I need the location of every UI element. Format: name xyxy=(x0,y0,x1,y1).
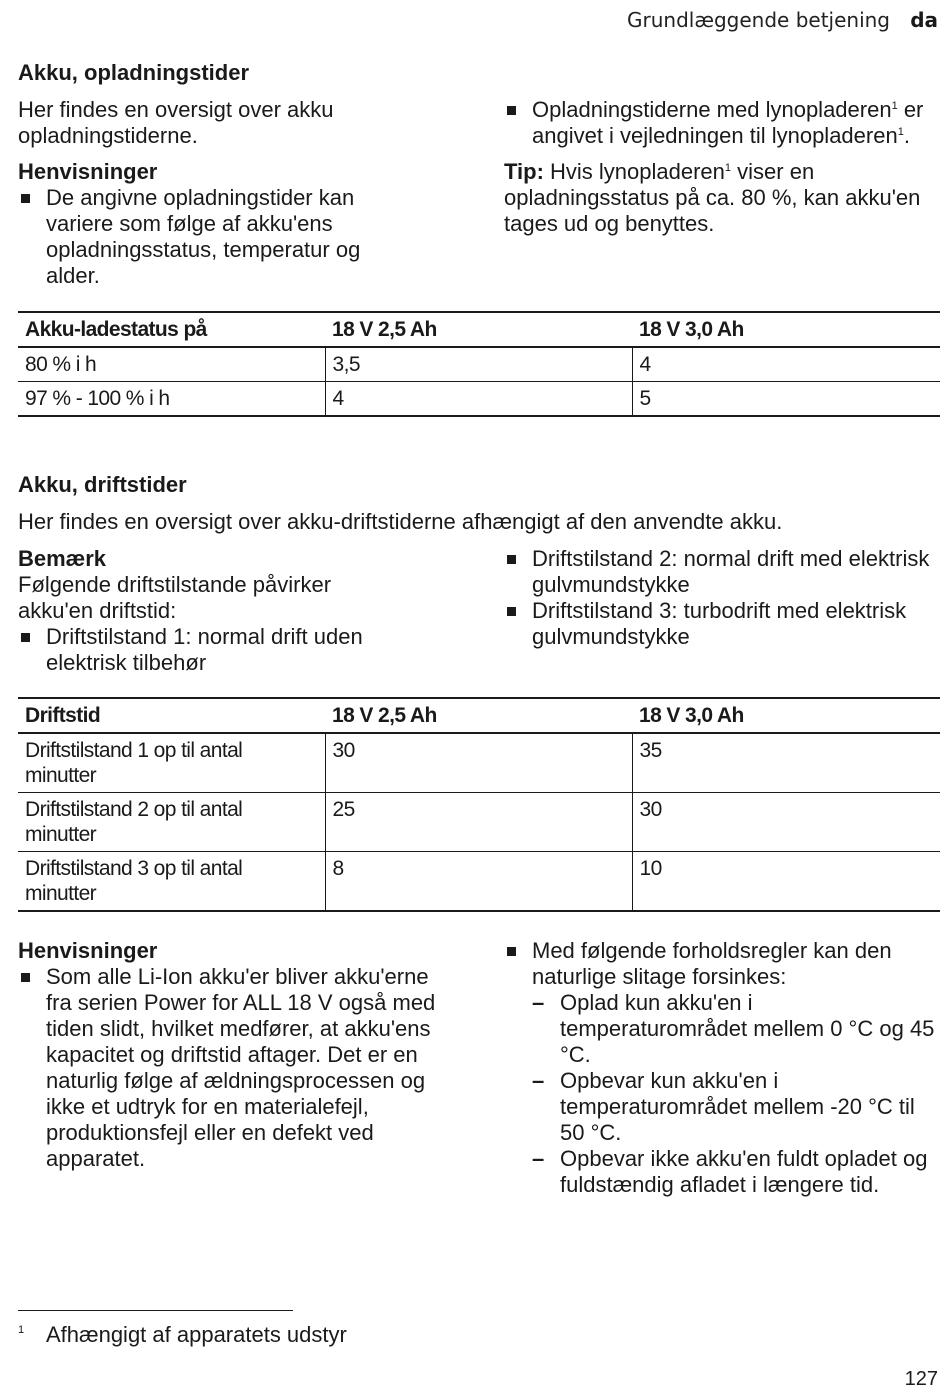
language-code: da xyxy=(910,8,938,32)
table-header-row xyxy=(18,698,940,733)
table-row xyxy=(18,793,940,852)
table-cell: Driftstilstand 2 op til antal minutter xyxy=(18,793,325,852)
table-cell: 4 xyxy=(632,347,940,382)
list-item: Opladningstiderne med lynopladeren$^1$ er angivet i vejledningen til lynopladeren$^1$. xyxy=(504,97,924,149)
section-title-charging: Akku, opladningstider xyxy=(18,60,250,85)
list-item: Som alle Li-Ion akku'er bliver akku'erne fra serien Power for ALL 18 V også med tiden slidt, hvilket medfører, at akku'ens kapacitet og driftstid aftager. Det er en naturlig følge af ældningsprocessen og ikke et udtryk for en materialefejl, produktionsfejl eller en defekt ved apparatet. xyxy=(18,964,448,1172)
wear-left-column xyxy=(18,938,458,1172)
charging-times-table xyxy=(18,311,940,417)
list-item: Driftstilstand 1: normal drift uden elektrisk tilbehør xyxy=(18,624,438,676)
list-item: Med følgende forholdsregler kan den naturlige slitage forsinkes: – Oplad kun akku'en i temperaturområdet mellem 0 °C og 45 °C. – Opbevar kun akku'en i temperaturområdet mellem -20 °C til 50 °C. – Opbevar ikke akku'en fuldt opladet og fuldstændig afladet i længere tid. xyxy=(504,938,939,1198)
table-header-cell: Driftstid xyxy=(18,698,325,733)
table-cell: 10 xyxy=(632,852,940,912)
remark-title: Bemærk xyxy=(18,546,107,571)
charging-intro: Her findes en oversigt over akku opladningstiderne. xyxy=(18,97,334,148)
footnote-ref: 1 xyxy=(897,126,904,138)
runtime-right-list xyxy=(504,546,939,650)
table-header-cell: 18 V 3,0 Ah xyxy=(632,698,940,733)
table-cell: 8 xyxy=(325,852,632,912)
list-item: Driftstilstand 2: normal drift med elektrisk gulvmundstykke xyxy=(504,546,939,598)
table-cell: 30 xyxy=(325,733,632,793)
table-header-cell: Akku-ladestatus på xyxy=(18,312,325,347)
precautions-list xyxy=(532,990,939,1198)
footnote-mark: 1 xyxy=(18,1324,25,1336)
table-row xyxy=(18,733,940,793)
table-cell: 97 % - 100 % i h xyxy=(18,382,325,417)
tip-label: Tip: xyxy=(504,159,544,184)
table-cell: Driftstilstand 3 op til antal minutter xyxy=(18,852,325,912)
charging-left-column xyxy=(18,97,458,289)
runtime-left-list xyxy=(18,624,438,676)
footnote-ref: 1 xyxy=(891,100,898,112)
charging-notes-title: Henvisninger xyxy=(18,159,158,184)
table-cell: 25 xyxy=(325,793,632,852)
table-cell: 30 xyxy=(632,793,940,852)
list-item: Driftstilstand 3: turbodrift med elektrisk gulvmundstykke xyxy=(504,598,939,650)
table-row xyxy=(18,852,940,912)
section-title-runtime: Akku, driftstider xyxy=(18,472,187,497)
footnote-divider xyxy=(18,1310,293,1311)
table-header-cell: 18 V 2,5 Ah xyxy=(325,698,632,733)
charging-notes-list xyxy=(18,185,418,289)
table-cell: 3,5 xyxy=(325,347,632,382)
list-item: – Opbevar kun akku'en i temperaturområdet mellem -20 °C til 50 °C. xyxy=(532,1068,939,1146)
charging-right-column xyxy=(504,97,944,237)
table-row xyxy=(18,347,940,382)
table-header-cell: 18 V 2,5 Ah xyxy=(325,312,632,347)
runtime-intro: Her findes en oversigt over akku-driftstiderne afhængigt af den anvendte akku. xyxy=(18,509,783,534)
running-header: Grundlæggende betjening xyxy=(627,8,890,32)
table-cell: 80 % i h xyxy=(18,347,325,382)
table-cell: Driftstilstand 1 op til antal minutter xyxy=(18,733,325,793)
wear-left-list xyxy=(18,964,448,1172)
page-number: 127 xyxy=(904,1368,938,1390)
wear-right-list xyxy=(504,938,939,1198)
wear-notes-title: Henvisninger xyxy=(18,938,158,963)
table-header-cell: 18 V 3,0 Ah xyxy=(632,312,940,347)
table-cell: 5 xyxy=(632,382,940,417)
wear-right-column xyxy=(504,938,944,1198)
table-cell: 35 xyxy=(632,733,940,793)
footnote-ref: 1 xyxy=(724,162,732,174)
charging-right-list xyxy=(504,97,924,149)
list-item: – Opbevar ikke akku'en fuldt opladet og fuldstændig afladet i længere tid. xyxy=(532,1146,939,1198)
runtime-right-column xyxy=(504,546,944,650)
charging-tip: Tip: Hvis lynopladeren$^1$ viser en opladningsstatus på ca. 80 %, kan akku'en tages ud og benyttes. xyxy=(504,159,921,236)
table-cell: 4 xyxy=(325,382,632,417)
footnote-text: Afhængigt af apparatets udstyr xyxy=(46,1322,347,1347)
table-header-row xyxy=(18,312,940,347)
list-item: – Oplad kun akku'en i temperaturområdet mellem 0 °C og 45 °C. xyxy=(532,990,939,1068)
runtime-table xyxy=(18,697,940,912)
table-row xyxy=(18,382,940,417)
runtime-left-column xyxy=(18,546,458,676)
remark-text: Følgende driftstilstande påvirker akku'en driftstid: xyxy=(18,572,332,623)
list-item: De angivne opladningstider kan variere som følge af akku'ens opladningsstatus, temperatur og alder. xyxy=(18,185,418,289)
